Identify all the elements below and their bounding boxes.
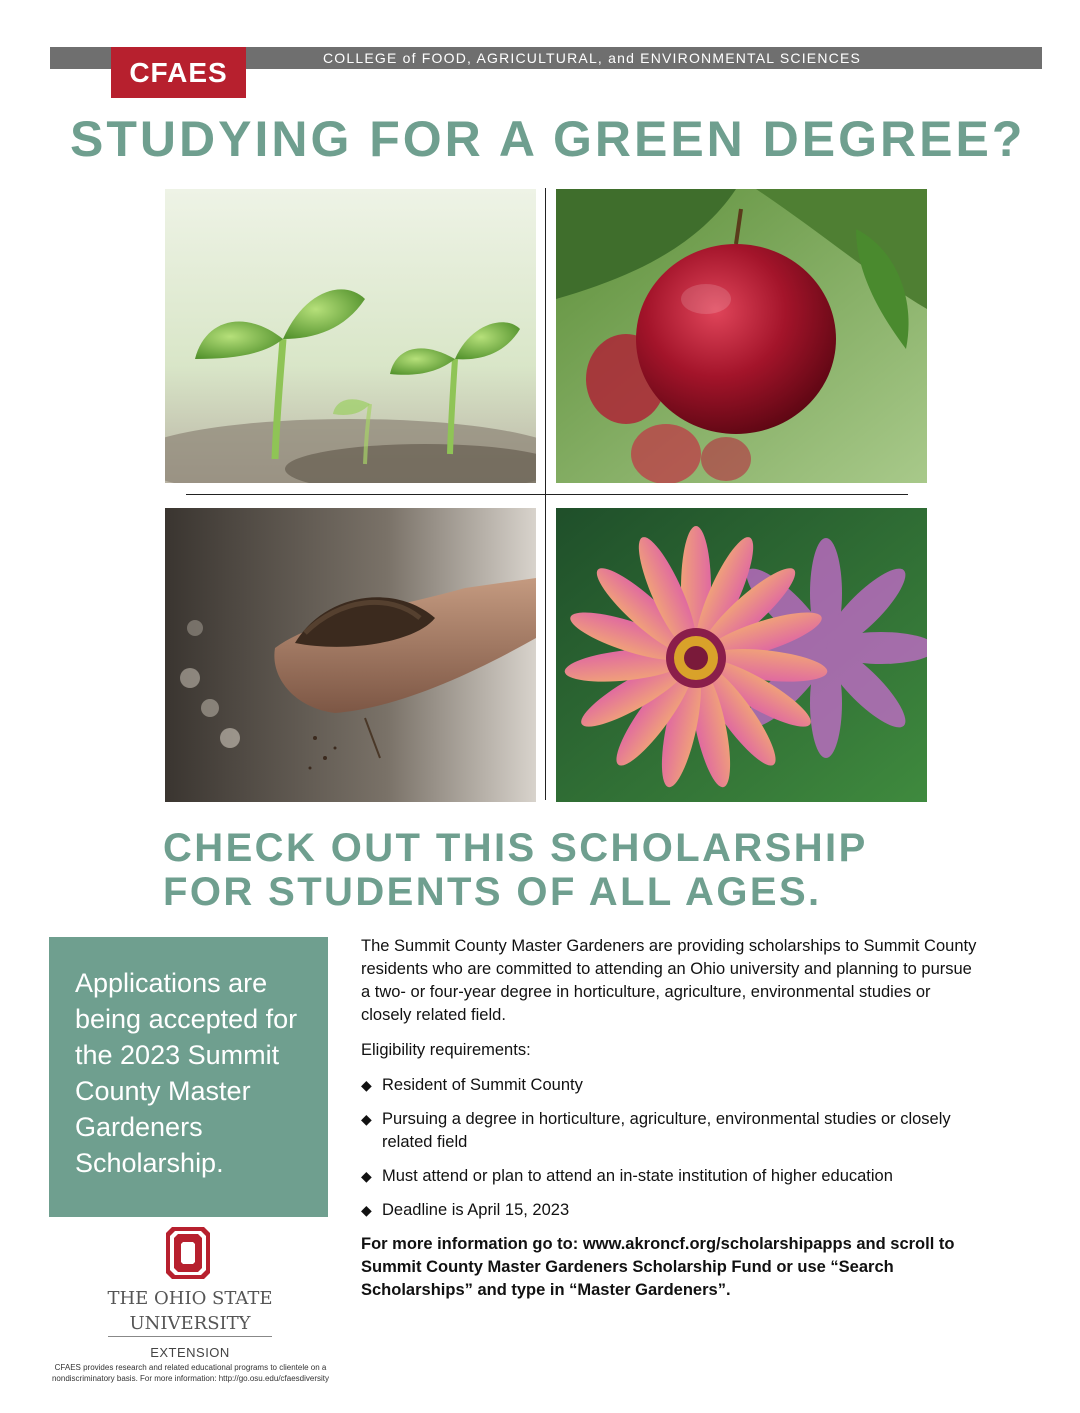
requirement-text: Resident of Summit County	[382, 1076, 583, 1094]
hands-soil-photo	[165, 508, 536, 802]
diamond-bullet-icon: ◆	[361, 1202, 372, 1218]
subheadline-line-1: CHECK OUT THIS SCHOLARSHIP	[163, 826, 868, 870]
requirement-item	[361, 1199, 981, 1222]
subheadline	[163, 826, 1033, 914]
page-headline: STUDYING FOR A GREEN DEGREE?	[70, 111, 1026, 167]
diamond-bullet-icon: ◆	[361, 1111, 372, 1127]
grid-divider-horizontal	[186, 494, 908, 495]
intro-paragraph: The Summit County Master Gardeners are providing scholarships to Summit County residents who are committed to attending an Ohio university and planning to pursue a two- or four-year degree in horticulture, agriculture, environmental studies or closely related field.	[361, 937, 977, 1024]
university-name-line-2: UNIVERSITY	[129, 1313, 251, 1334]
requirement-item	[361, 1165, 981, 1188]
university-name-line-1: THE OHIO STATE	[107, 1288, 273, 1309]
requirement-text: Deadline is April 15, 2023	[382, 1201, 570, 1219]
callout-text: Applications are being accepted for the 2023 Summit County Master Gardeners Scholarship.	[75, 968, 298, 1178]
diamond-bullet-icon: ◆	[361, 1077, 372, 1093]
requirement-item	[361, 1074, 981, 1097]
extension-label: EXTENSION	[150, 1345, 230, 1360]
requirement-text: Must attend or plan to attend an in-state institution of higher education	[382, 1167, 893, 1185]
eligibility-label: Eligibility requirements:	[361, 1041, 531, 1059]
nondiscrimination-disclaimer: CFAES provides research and related educational programs to clientele on a nondiscriminatory basis. For more information: http://go.osu.edu/cfaesdiversity	[51, 1363, 329, 1383]
apple-photo	[556, 189, 927, 483]
requirement-text: Pursuing a degree in horticulture, agriculture, environmental studies or closely related field	[382, 1110, 951, 1151]
university-name	[90, 1286, 290, 1336]
cfaes-logo: CFAES	[111, 47, 246, 98]
requirement-item	[361, 1108, 981, 1154]
callout-box	[49, 937, 328, 1217]
university-divider	[108, 1336, 272, 1337]
seedlings-photo	[165, 189, 536, 483]
subheadline-line-2: FOR STUDENTS OF ALL AGES.	[163, 870, 822, 914]
college-name: COLLEGE of FOOD, AGRICULTURAL, and ENVIRONMENTAL SCIENCES	[323, 50, 862, 66]
ohio-state-block-o-icon	[166, 1227, 210, 1279]
diamond-bullet-icon: ◆	[361, 1168, 372, 1184]
more-info-text: For more information go to: www.akroncf.org/scholarshipapps and scroll to Summit County Master Gardeners Scholarship Fund or use “Search Scholarships” and type in “Master Gardeners”.	[361, 1235, 955, 1299]
scholarship-details	[361, 935, 981, 1302]
flower-photo	[556, 508, 927, 802]
